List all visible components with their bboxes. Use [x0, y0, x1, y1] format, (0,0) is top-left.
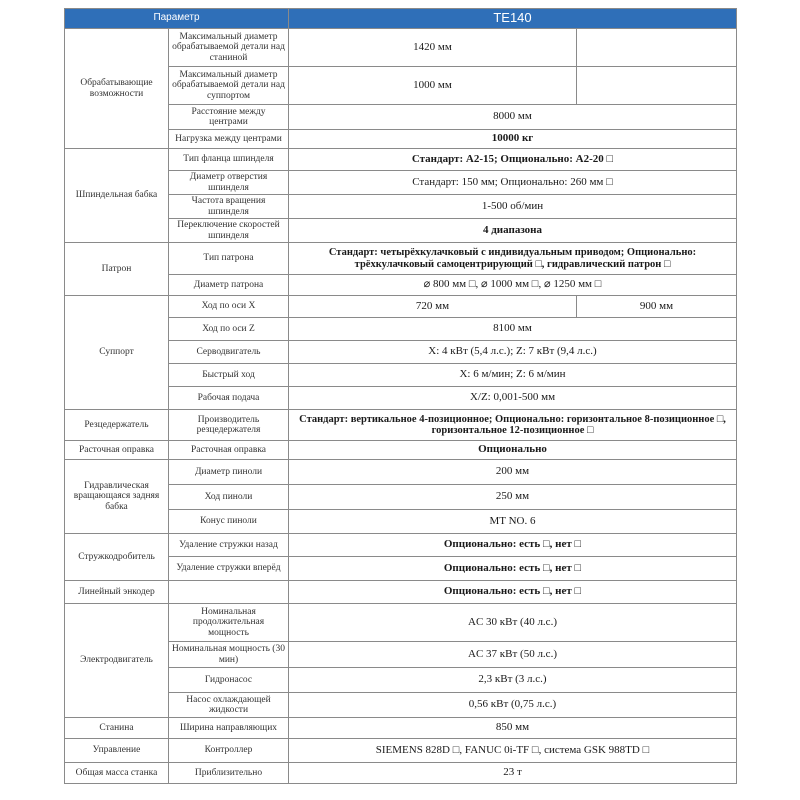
row-value: X: 4 кВт (5,4 л.с.); Z: 7 кВт (9,4 л.с.): [289, 341, 737, 364]
table-row: [65, 763, 737, 784]
row-label: Производитель резцедержателя: [169, 410, 289, 441]
row-value: 2,3 кВт (3 л.с.): [289, 668, 737, 693]
section-chip: Стружкодробитель: [65, 534, 169, 581]
section-weight: Общая масса станка: [65, 763, 169, 784]
section-control: Управление: [65, 739, 169, 763]
section-motor: Электродвигатель: [65, 604, 169, 718]
row-value: MT NO. 6: [289, 510, 737, 534]
section-encoder: Линейный энкодер: [65, 581, 169, 604]
row-label: Тип фланца шпинделя: [169, 149, 289, 171]
row-value: Стандарт: 150 мм; Опционально: 260 мм □: [289, 171, 737, 195]
row-value: Опционально: есть □, нет □: [289, 534, 737, 557]
row-label: Номинальная мощность (30 мин): [169, 642, 289, 668]
row-label: Диаметр отверстия шпинделя: [169, 171, 289, 195]
row-label: [169, 581, 289, 604]
header-row: [65, 9, 737, 29]
row-label: Гидронасос: [169, 668, 289, 693]
section-tailstock: Гидравлическая вращающаяся задняя бабка: [65, 460, 169, 534]
section-turret: Резцедержатель: [65, 410, 169, 441]
header-model: TE140: [289, 9, 737, 29]
section-boring: Расточная оправка: [65, 441, 169, 460]
section-processing: Обрабатывающие возможности: [65, 29, 169, 149]
row-value: 10000 кг: [289, 130, 737, 149]
row-value: Стандарт: четырёхкулачковый с индивидуальным приводом; Опционально: трёхкулачковый самоцентрирующий □, гидравлический патрон □: [289, 243, 737, 275]
row-label: Ход по оси X: [169, 296, 289, 318]
row-value: Стандарт: вертикальное 4-позиционное; Опционально: горизонтальное 8-позиционное □, горизонтальное 12-позиционное □: [289, 410, 737, 441]
row-label: Конус пиноли: [169, 510, 289, 534]
row-label: Ход по оси Z: [169, 318, 289, 341]
row-label: Расстояние между центрами: [169, 105, 289, 130]
row-value: 4 диапазона: [289, 219, 737, 243]
row-value: 250 мм: [289, 485, 737, 510]
empty-cell: [577, 67, 737, 105]
row-value: 23 т: [289, 763, 737, 784]
table-row: [65, 441, 737, 460]
row-label: Приблизительно: [169, 763, 289, 784]
section-chuck: Патрон: [65, 243, 169, 296]
row-label: Быстрый ход: [169, 364, 289, 387]
row-label: Удаление стружки назад: [169, 534, 289, 557]
row-label: Диаметр патрона: [169, 275, 289, 296]
row-label: Серводвигатель: [169, 341, 289, 364]
row-value-b: 900 мм: [577, 296, 737, 318]
row-label: Удаление стружки вперёд: [169, 557, 289, 581]
table-row: [65, 739, 737, 763]
section-carriage: Суппорт: [65, 296, 169, 410]
section-headstock: Шпиндельная бабка: [65, 149, 169, 243]
table-row: [65, 534, 737, 557]
row-value: 0,56 кВт (0,75 л.с.): [289, 693, 737, 718]
spec-table: [64, 8, 737, 784]
empty-cell: [577, 29, 737, 67]
row-label: Контроллер: [169, 739, 289, 763]
section-bed: Станина: [65, 718, 169, 739]
table-row: [65, 29, 737, 67]
table-row: [65, 581, 737, 604]
table-row: [65, 460, 737, 485]
table-row: [65, 243, 737, 275]
row-value: 200 мм: [289, 460, 737, 485]
table-row: [65, 604, 737, 642]
row-value: X: 6 м/мин; Z: 6 м/мин: [289, 364, 737, 387]
row-value: 1420 мм: [289, 29, 577, 67]
table-row: [65, 149, 737, 171]
row-value: X/Z: 0,001-500 мм: [289, 387, 737, 410]
row-value: AC 30 кВт (40 л.с.): [289, 604, 737, 642]
row-label: Ширина направляющих: [169, 718, 289, 739]
row-value: 8100 мм: [289, 318, 737, 341]
row-label: Ход пиноли: [169, 485, 289, 510]
row-label: Нагрузка между центрами: [169, 130, 289, 149]
row-value: 1000 мм: [289, 67, 577, 105]
row-label: Частота вращения шпинделя: [169, 195, 289, 219]
row-value: Стандарт: A2-15; Опционально: A2-20 □: [289, 149, 737, 171]
row-label: Переключение скоростей шпинделя: [169, 219, 289, 243]
table-row: [65, 410, 737, 441]
row-value: Опционально: есть □, нет □: [289, 557, 737, 581]
row-value-a: 720 мм: [289, 296, 577, 318]
row-label: Диаметр пиноли: [169, 460, 289, 485]
table-row: [65, 718, 737, 739]
row-label: Насос охлаждающей жидкости: [169, 693, 289, 718]
row-label: Тип патрона: [169, 243, 289, 275]
table-row: [65, 296, 737, 318]
row-value: 850 мм: [289, 718, 737, 739]
row-label: Рабочая подача: [169, 387, 289, 410]
row-value: SIEMENS 828D □, FANUC 0i-TF □, система GSK 988TD □: [289, 739, 737, 763]
row-label: Максимальный диаметр обрабатываемой детали над суппортом: [169, 67, 289, 105]
row-value: 8000 мм: [289, 105, 737, 130]
row-value: Опционально: есть □, нет □: [289, 581, 737, 604]
row-value: AC 37 кВт (50 л.с.): [289, 642, 737, 668]
row-label: Номинальная продолжительная мощность: [169, 604, 289, 642]
row-value: 1-500 об/мин: [289, 195, 737, 219]
row-value: ⌀ 800 мм □, ⌀ 1000 мм □, ⌀ 1250 мм □: [289, 275, 737, 296]
row-label: Максимальный диаметр обрабатываемой детали над станиной: [169, 29, 289, 67]
row-value: Опционально: [289, 441, 737, 460]
header-param: Параметр: [65, 9, 289, 29]
row-label: Расточная оправка: [169, 441, 289, 460]
